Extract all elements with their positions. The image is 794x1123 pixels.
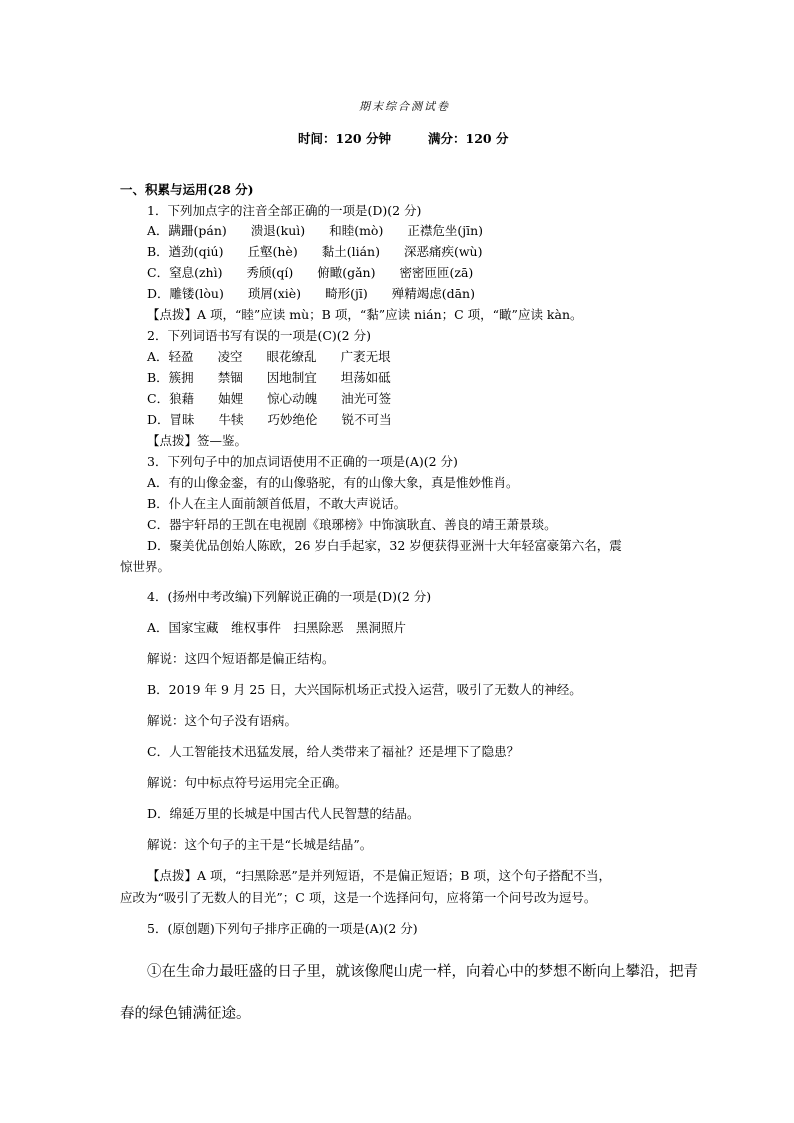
q1-option-c [147, 265, 497, 281]
q1-b-1: 丘壑(hè) [247, 244, 298, 259]
q3-option-b: B．仆人在主人面前颔首低眉，不敢大声说话。 [147, 496, 407, 511]
q2-b-1: 禁锢 [217, 370, 243, 385]
q2-c-3: 油光可签 [341, 391, 392, 406]
q2-stem: 2．下列词语书写有误的一项是(C)(2 分) [147, 328, 371, 343]
q2-c-0: C．狼藉 [147, 391, 195, 406]
q1-stem: 1．下列加点字的注音全部正确的一项是(D)(2 分) [147, 203, 422, 218]
q1-c-0: C．窒息(zhì) [147, 265, 223, 280]
q1-a-3: 正襟危坐(jīn) [407, 223, 484, 238]
q3-option-d: D．聚美优品创始人陈欧，26 岁白手起家，32 岁便获得亚洲十大年轻富豪第六名，震 [147, 538, 622, 553]
q3-stem: 3．下列句子中的加点词语使用不正确的一项是(A)(2 分) [147, 454, 458, 469]
q1-d-2: 畸形(jī) [325, 286, 368, 301]
exam-title: 期末综合测试卷 [359, 100, 450, 113]
q1-c-1: 秀颀(qí) [246, 265, 294, 280]
q4-note-cont: 应改为“吸引了无数人的目光”；C 项，这是一个选择问句，应将第一个问号改为逗号。 [120, 890, 597, 905]
q4-stem: 4．(扬州中考改编)下列解说正确的一项是(D)(2 分) [147, 589, 432, 604]
q2-c-2: 惊心动魄 [267, 391, 318, 406]
q2-option-c [147, 391, 415, 407]
q4-option-c-explanation: 解说：句中标点符号运用完全正确。 [147, 775, 348, 790]
q2-a-2: 眼花缭乱 [266, 349, 317, 364]
q1-note: 【点拨】A 项，“睦”应读 mù；B 项，“黏”应读 nián；C 项，“瞰”应读 kàn。 [147, 307, 583, 322]
section-heading: 一、积累与运用(28 分) [120, 182, 254, 197]
q2-d-1: 牛犊 [218, 412, 244, 427]
q1-a-0: A．蹒跚(pán) [147, 223, 227, 238]
q1-option-d [147, 286, 499, 302]
q2-b-2: 因地制宜 [266, 370, 317, 385]
q4-option-a: A．国家宝藏 维权事件 扫黑除恶 黑洞照片 [147, 620, 407, 635]
q1-a-2: 和睦(mò) [329, 223, 384, 238]
q1-c-3: 密密匝匝(zā) [399, 265, 474, 280]
q1-b-3: 深恶痛疾(wù) [403, 244, 483, 259]
q1-b-0: B．遒劲(qiú) [147, 244, 224, 259]
q1-d-3: 殚精竭虑(dān) [391, 286, 475, 301]
exam-time: 时间：120 分钟 [298, 131, 391, 146]
q3-option-a: A．有的山像金銮，有的山像骆驼，有的山像大象，真是惟妙惟肖。 [147, 475, 519, 490]
q2-note: 【点拨】签—鉴。 [147, 433, 248, 448]
q1-a-1: 溃退(kuì) [250, 223, 306, 238]
q2-d-3: 锐不可当 [341, 412, 392, 427]
q4-note: 【点拨】A 项，“扫黑除恶”是并列短语，不是偏正短语；B 项，这个句子搭配不当， [147, 868, 611, 883]
q1-option-a [147, 223, 507, 239]
q2-a-0: A．轻盈 [147, 349, 194, 364]
q1-b-2: 黏土(lián) [321, 244, 380, 259]
q2-option-b [147, 370, 415, 386]
q4-option-b-explanation: 解说：这个句子没有语病。 [147, 713, 298, 728]
q2-c-1: 妯娌 [218, 391, 244, 406]
q5-sentence-1-cont: 春的绿色铺满征途。 [120, 1006, 251, 1022]
q2-b-3: 坦荡如砥 [340, 370, 391, 385]
q1-d-0: D．雕镂(lòu) [147, 286, 224, 301]
q5-stem: 5．(原创题)下列句子排序正确的一项是(A)(2 分) [147, 921, 418, 936]
q2-option-d [147, 412, 416, 428]
q1-option-b [147, 244, 506, 260]
q4-option-d-explanation: 解说：这个句子的主干是“长城是结晶”。 [147, 837, 373, 852]
q2-b-0: B．簇拥 [147, 370, 194, 385]
q2-d-2: 巧妙绝伦 [267, 412, 318, 427]
q4-option-b: B．2019 年 9 月 25 日，大兴国际机场正式投入运营，吸引了无数人的神经。 [147, 682, 582, 697]
q4-option-c: C．人工智能技术迅猛发展，给人类带来了福祉？还是埋下了隐患？ [147, 744, 520, 759]
q3-option-d-cont: 惊世界。 [120, 559, 171, 574]
q2-d-0: D．冒昧 [147, 412, 195, 427]
q1-c-2: 俯瞰(gǎn) [317, 265, 376, 280]
q5-sentence-1: ①在生命力最旺盛的日子里，就该像爬山虎一样，向着心中的梦想不断向上攀沿，把青 [147, 964, 698, 980]
q2-a-1: 凌空 [217, 349, 243, 364]
q4-option-d: D．绵延万里的长城是中国古代人民智慧的结晶。 [147, 806, 420, 821]
q2-a-3: 广袤无垠 [340, 349, 391, 364]
q1-d-1: 琐屑(xiè) [247, 286, 302, 301]
q2-option-a [147, 349, 415, 365]
q3-option-c: C．器宇轩昂的王凯在电视剧《琅琊榜》中饰演耿直、善良的靖王萧景琰。 [147, 517, 557, 532]
exam-score: 满分：120 分 [428, 131, 509, 146]
q4-option-a-explanation: 解说：这四个短语都是偏正结构。 [147, 651, 335, 666]
